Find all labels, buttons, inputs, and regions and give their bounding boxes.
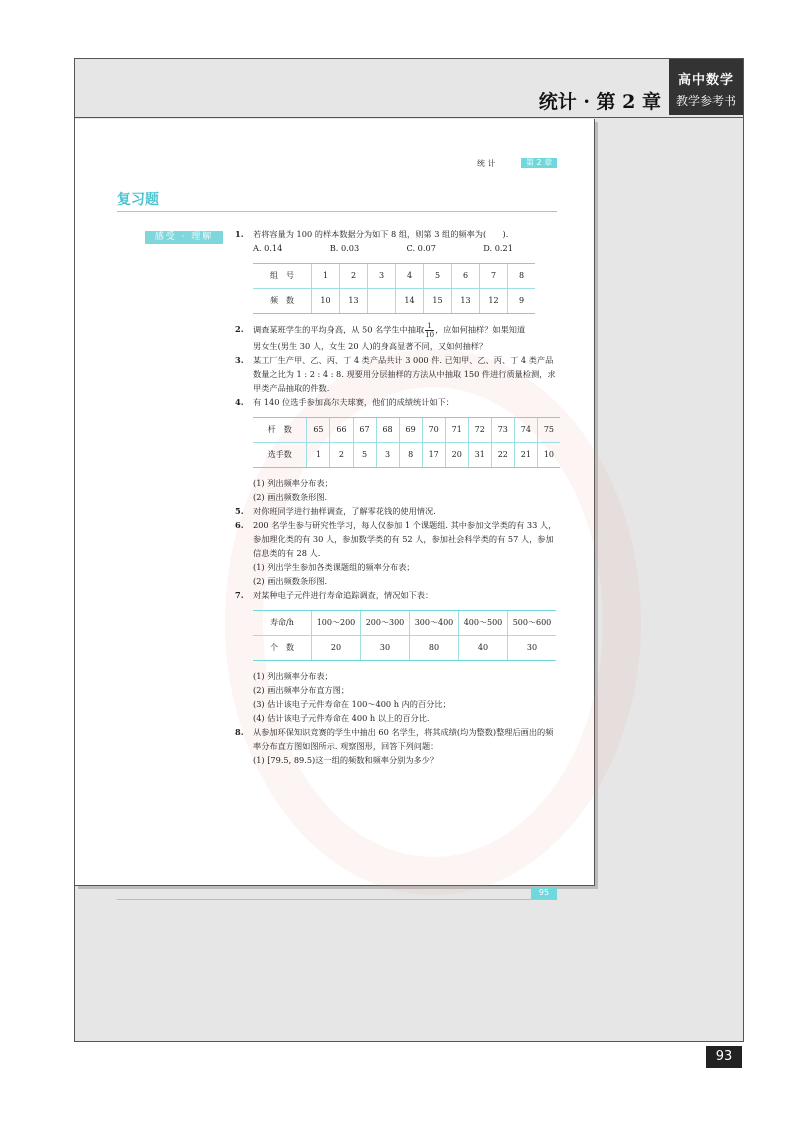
fraction-numerator: 1 bbox=[425, 322, 434, 331]
table-cell bbox=[368, 289, 396, 314]
question-2 bbox=[235, 322, 560, 339]
table-cell: 3 bbox=[368, 264, 396, 289]
table-cell: 100～200 bbox=[312, 611, 361, 636]
question-6 bbox=[235, 518, 560, 560]
table-cell: 8 bbox=[399, 443, 422, 468]
table-cell: 2 bbox=[340, 264, 368, 289]
lifespan-table bbox=[253, 610, 556, 661]
sub-question: (3) 估计该电子元件寿命在 100～400 h 内的百分比； bbox=[253, 699, 451, 709]
question-5 bbox=[235, 504, 560, 518]
question-text: 对某种电子元件进行寿命追踪调查，情况如下表： bbox=[253, 590, 434, 600]
table-cell: 3 bbox=[376, 443, 399, 468]
table-cell: 13 bbox=[340, 289, 368, 314]
table-cell: 69 bbox=[399, 418, 422, 443]
fraction-denominator: 10 bbox=[425, 331, 435, 339]
chapter-title: 统计 · 第 2 章 bbox=[538, 91, 661, 113]
table-cell: 30 bbox=[361, 636, 410, 661]
sub-question: (1) 列出频率分布表； bbox=[253, 671, 333, 681]
table-cell: 9 bbox=[508, 289, 536, 314]
table-cell: 21 bbox=[514, 443, 537, 468]
table-cell: 65 bbox=[307, 418, 330, 443]
table-cell: 2 bbox=[330, 443, 353, 468]
question-text: 调查某班学生的平均身高，从 50 名学生中抽取 bbox=[253, 324, 425, 335]
table-cell: 组 号 bbox=[253, 264, 312, 289]
question-number: 8. bbox=[235, 727, 244, 737]
sub-question: (2) 画出频率分布直方图； bbox=[253, 685, 350, 695]
question-number: 4. bbox=[235, 397, 244, 407]
table-cell: 10 bbox=[312, 289, 340, 314]
question-number: 3. bbox=[235, 355, 244, 365]
table-cell: 8 bbox=[508, 264, 536, 289]
table-cell: 300～400 bbox=[410, 611, 459, 636]
option-d: D. 0.21 bbox=[483, 243, 513, 253]
sub-question: (4) 估计该电子元件寿命在 400 h 以上的百分比. bbox=[253, 713, 430, 723]
sub-question: (1) 列出频率分布表； bbox=[253, 478, 333, 488]
sub-question: (1) 列出学生参加各类课题组的频率分布表； bbox=[253, 562, 415, 572]
footer-divider bbox=[117, 899, 557, 900]
sub-question: (2) 画出频数条形图. bbox=[253, 492, 328, 502]
table-cell: 70 bbox=[422, 418, 445, 443]
question-3 bbox=[235, 353, 560, 395]
question-text: 对你班同学进行抽样调查，了解零花钱的使用情况. bbox=[253, 506, 436, 516]
table-cell: 10 bbox=[537, 443, 560, 468]
table-cell: 频 数 bbox=[253, 289, 312, 314]
option-b: B. 0.03 bbox=[329, 243, 360, 253]
table-cell: 71 bbox=[445, 418, 468, 443]
question-7 bbox=[235, 588, 560, 602]
table-cell: 个 数 bbox=[253, 636, 312, 661]
sub-question: (1) [79.5, 89.5)这一组的频数和频率分别为多少？ bbox=[253, 755, 439, 765]
question-number: 2. bbox=[235, 324, 244, 334]
table-cell: 74 bbox=[514, 418, 537, 443]
table-cell: 选手数 bbox=[253, 443, 307, 468]
question-text: 男女生(男生 30 人，女生 20 人)的身高显著不同，又如何抽样？ bbox=[253, 341, 488, 351]
table-cell: 31 bbox=[468, 443, 491, 468]
table-cell: 寿命/h bbox=[253, 611, 312, 636]
option-c: C. 0.07 bbox=[406, 243, 436, 253]
badge-line2: 教学参考书 bbox=[675, 94, 736, 108]
table-cell: 14 bbox=[396, 289, 424, 314]
table-cell: 200～300 bbox=[361, 611, 410, 636]
question-number: 5. bbox=[235, 506, 244, 516]
badge-line1: 高中数学 bbox=[677, 73, 734, 88]
section-title: 复习题 bbox=[117, 192, 159, 208]
table-cell: 80 bbox=[410, 636, 459, 661]
table-cell: 22 bbox=[491, 443, 514, 468]
table-cell: 73 bbox=[491, 418, 514, 443]
scanned-page bbox=[75, 119, 595, 897]
option-a: A. 0.14 bbox=[253, 243, 283, 253]
frequency-table bbox=[253, 263, 535, 314]
book-page-number: 95 bbox=[531, 887, 557, 899]
table-cell: 15 bbox=[424, 289, 452, 314]
question-number: 1. bbox=[235, 229, 244, 239]
page-number: 93 bbox=[706, 1046, 742, 1068]
table-cell: 30 bbox=[508, 636, 557, 661]
page-frame bbox=[74, 58, 744, 1042]
table-cell: 40 bbox=[459, 636, 508, 661]
table-cell: 4 bbox=[396, 264, 424, 289]
section-divider bbox=[117, 211, 557, 212]
table-cell: 67 bbox=[353, 418, 376, 443]
table-cell: 20 bbox=[445, 443, 468, 468]
table-cell: 400～500 bbox=[459, 611, 508, 636]
table-cell: 1 bbox=[312, 264, 340, 289]
question-text: 若将容量为 100 的样本数据分为如下 8 组，则第 3 组的频率为( ). bbox=[253, 229, 509, 239]
fraction bbox=[425, 322, 434, 339]
table-cell: 6 bbox=[452, 264, 480, 289]
table-cell: 12 bbox=[480, 289, 508, 314]
table-cell: 1 bbox=[307, 443, 330, 468]
running-head bbox=[477, 158, 557, 168]
question-number: 6. bbox=[235, 520, 244, 530]
table-cell: 杆 数 bbox=[253, 418, 307, 443]
question-text: 有 140 位选手参加高尔夫球赛，他们的成绩统计如下： bbox=[253, 397, 454, 407]
question-text: 某工厂生产甲、乙、丙、丁 4 类产品共计 3 000 件. 已知甲、乙、丙、丁 4 类产品数量之比为 1 : 2 : 4 : 8. 现要用分层抽样的方法从中抽取 150 件进行质量检测，求甲类产品抽取的件数. bbox=[253, 355, 556, 393]
question-4 bbox=[235, 395, 560, 409]
running-head-right: 第 2 章 bbox=[521, 158, 557, 168]
header-divider bbox=[75, 117, 743, 118]
question-1 bbox=[235, 227, 560, 241]
exercise-list bbox=[235, 227, 560, 767]
table-cell: 75 bbox=[537, 418, 560, 443]
table-cell: 17 bbox=[422, 443, 445, 468]
section-tag: 感受 · 理解 bbox=[145, 231, 223, 244]
golf-score-table bbox=[253, 417, 560, 468]
question-text: 200 名学生参与研究性学习，每人仅参加 1 个课题组. 其中参加文学类的有 33 人，参加理化类的有 30 人，参加数学类的有 52 人，参加社会科学类的有 57 人，参加信息类的有 28 人. bbox=[253, 520, 557, 558]
question-8 bbox=[235, 725, 560, 753]
table-cell: 13 bbox=[452, 289, 480, 314]
question-1-options bbox=[235, 241, 560, 255]
table-cell: 5 bbox=[353, 443, 376, 468]
table-cell: 5 bbox=[424, 264, 452, 289]
running-head-left: 统 计 bbox=[477, 159, 496, 168]
table-cell: 20 bbox=[312, 636, 361, 661]
table-cell: 500～600 bbox=[508, 611, 557, 636]
table-cell: 72 bbox=[468, 418, 491, 443]
table-cell: 66 bbox=[330, 418, 353, 443]
table-cell: 7 bbox=[480, 264, 508, 289]
question-number: 7. bbox=[235, 590, 244, 600]
book-badge bbox=[669, 59, 743, 115]
sub-question: (2) 画出频数条形图. bbox=[253, 576, 328, 586]
question-text: ，应如何抽样？如果知道 bbox=[435, 324, 526, 335]
table-cell: 68 bbox=[376, 418, 399, 443]
question-text: 从参加环保知识竞赛的学生中抽出 60 名学生，将其成绩(均为整数)整理后画出的频率分布直方图如图所示. 观察图形，回答下列问题： bbox=[253, 727, 554, 751]
